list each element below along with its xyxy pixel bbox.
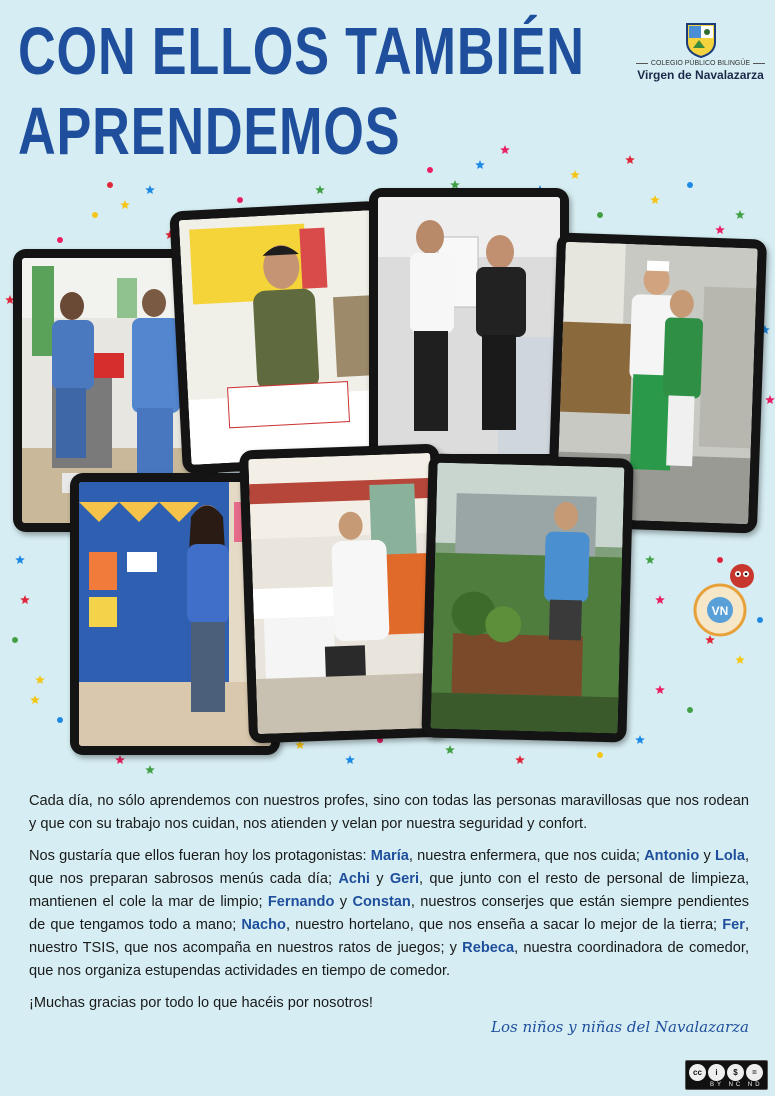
title-line-2: APRENDEMOS <box>18 94 401 169</box>
confetti-star <box>515 755 525 764</box>
name-nacho: Nacho <box>241 917 286 933</box>
photo-frame-nacho <box>421 453 633 742</box>
name-antonio: Antonio <box>644 848 700 864</box>
photo-frame-fer <box>239 444 449 744</box>
license-label: BY NC ND <box>710 1082 763 1088</box>
confetti-dot <box>107 182 113 188</box>
name-fernando: Fernando <box>267 894 335 910</box>
confetti-dot <box>92 212 98 218</box>
confetti-star <box>15 555 25 564</box>
confetti-dot <box>687 182 693 188</box>
confetti-dot <box>687 707 693 713</box>
confetti-dot <box>237 197 243 203</box>
title-line-1: CON ELLOS TAMBIÉN <box>18 14 585 89</box>
name-rebeca: Rebeca <box>462 940 515 956</box>
body-text <box>29 790 749 1024</box>
confetti-star <box>315 185 325 194</box>
confetti-star <box>30 695 40 704</box>
signature: Los niños y niñas del Navalazarza <box>491 1018 749 1036</box>
photo-frame-antonio <box>169 201 392 475</box>
confetti-star <box>445 745 455 754</box>
photo-antonio <box>179 210 384 465</box>
school-name: Virgen de Navalazarza <box>637 68 764 82</box>
confetti-dot <box>757 617 763 623</box>
photo-fernando-constan <box>378 197 560 454</box>
confetti-star <box>120 200 130 209</box>
confetti-star <box>655 685 665 694</box>
confetti-dot <box>597 752 603 758</box>
confetti-dot <box>57 237 63 243</box>
name-fer: Fer <box>722 917 745 933</box>
page-title <box>18 12 585 172</box>
name-constan: Constan <box>352 894 411 910</box>
school-logo <box>628 22 773 82</box>
name-maria: María <box>370 848 409 864</box>
confetti-star <box>650 195 660 204</box>
confetti-star <box>635 735 645 744</box>
confetti-star <box>20 595 30 604</box>
photo-fer <box>248 453 439 734</box>
confetti-dot <box>12 637 18 643</box>
photo-frame-fernando-constan <box>369 188 569 463</box>
confetti-star <box>655 595 665 604</box>
confetti-star <box>765 395 775 404</box>
name-lola: Lola <box>714 848 745 864</box>
confetti-dot <box>57 717 63 723</box>
school-subtitle: COLEGIO PÚBLICO BILINGÜE <box>628 60 773 67</box>
creative-commons-icon[interactable]: cc i $ = BY NC ND <box>685 1060 768 1090</box>
confetti-dot <box>597 212 603 218</box>
confetti-star <box>645 555 655 564</box>
confetti-star <box>625 155 635 164</box>
photo-nacho <box>431 463 625 734</box>
name-geri: Geri <box>389 871 420 887</box>
confetti-star <box>145 185 155 194</box>
badge-text: VN <box>711 604 729 618</box>
paragraph-intro: Cada día, no sólo aprendemos con nuestros profes, sino con todas las personas maravillosas que nos rodean y que con su trabajo nos cuidan, nos atienden y velan por nuestra seguridad y confort. <box>29 793 749 832</box>
confetti-star <box>345 755 355 764</box>
confetti-star <box>35 675 45 684</box>
school-crest-icon <box>685 22 717 58</box>
confetti-star <box>715 225 725 234</box>
navalazarza-badge-icon <box>684 560 756 642</box>
confetti-star <box>735 655 745 664</box>
paragraph-protagonists: Nos gustaría que ellos fueran hoy los protagonistas: María, nuestra enfermera, que nos cuida; Antonio y Lola, que nos preparan sabrosos menús cada día; Achi y Geri, que junto con el resto de personal de limpieza, mantienen el cole la mar de limpio; Fernando y Constan, nuestros conserjes que están siempre pendientes de que tengamos todo a mano; Nacho, nuestro hortelano, que nos enseña a sacar lo mejor de la tierra; Fer, nuestro TSIS, que nos acompaña en nuestros ratos de juegos; y Rebeca, nuestra coordinadora de comedor, que nos organiza estupendas actividades en tiempo de comedor. <box>29 848 750 979</box>
confetti-star <box>115 755 125 764</box>
confetti-star <box>145 765 155 774</box>
name-achi: Achi <box>338 871 370 887</box>
confetti-star <box>735 210 745 219</box>
paragraph-thanks: ¡Muchas gracias por todo lo que hacéis por nosotros! <box>29 995 373 1011</box>
